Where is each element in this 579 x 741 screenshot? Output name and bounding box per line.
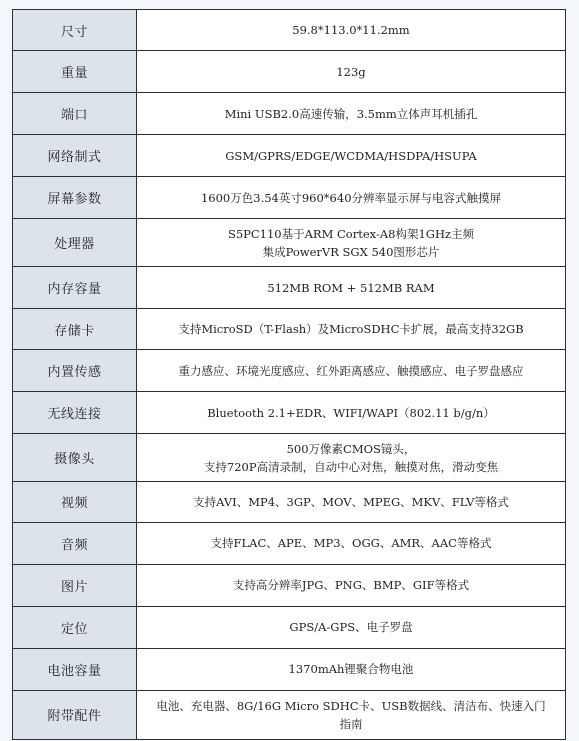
spec-value-line: 支持FLAC、APE、MP3、OGG、AMR、AAC等格式 <box>210 536 492 551</box>
spec-label-image: 图片 <box>13 564 137 606</box>
spec-row-screen <box>13 177 566 219</box>
spec-value-weight <box>137 51 566 93</box>
spec-value-positioning <box>137 606 566 648</box>
spec-label-screen: 屏幕参数 <box>13 177 137 219</box>
spec-label-ports: 端口 <box>13 93 137 135</box>
spec-row-accessories <box>13 690 566 739</box>
spec-value-line: 支持720P高清录制，自动中心对焦，触摸对焦，滑动变焦 <box>203 459 499 474</box>
spec-value-camera <box>137 434 566 481</box>
spec-value-accessories <box>137 690 566 739</box>
spec-value-wireless <box>137 392 566 434</box>
spec-label-video: 视频 <box>13 481 137 522</box>
spec-value-line: 59.8*113.0*11.2mm <box>292 23 410 38</box>
spec-value-line: Mini USB2.0高速传输，3.5mm立体声耳机插孔 <box>224 106 478 121</box>
spec-value-screen <box>137 177 566 219</box>
spec-row-sensors <box>13 350 566 392</box>
spec-label-wireless: 无线连接 <box>13 392 137 434</box>
spec-value-line: 1600万色3.54英寸960*640分辨率显示屏与电容式触摸屏 <box>200 190 502 205</box>
spec-label-size: 尺寸 <box>13 10 137 51</box>
spec-value-audio <box>137 522 566 564</box>
spec-value-size <box>137 10 566 51</box>
spec-row-size <box>13 10 566 51</box>
spec-value-line: 123g <box>336 64 366 79</box>
spec-label-memory: 内存容量 <box>13 267 137 309</box>
spec-value-line: Bluetooth 2.1+EDR、WIFI/WAPI（802.11 b/g/n） <box>207 405 495 420</box>
spec-label-accessories: 附带配件 <box>13 690 137 739</box>
spec-row-weight <box>13 51 566 93</box>
spec-table <box>12 9 566 740</box>
spec-value-video <box>137 481 566 522</box>
spec-value-storage-card <box>137 309 566 350</box>
spec-row-network <box>13 135 566 177</box>
spec-value-ports <box>137 93 566 135</box>
spec-label-weight: 重量 <box>13 51 137 93</box>
spec-value-network <box>137 135 566 177</box>
spec-row-audio <box>13 522 566 564</box>
spec-value-line: 集成PowerVR SGX 540图形芯片 <box>262 244 440 259</box>
spec-value-processor <box>137 219 566 267</box>
spec-row-positioning <box>13 606 566 648</box>
spec-value-image <box>137 564 566 606</box>
spec-row-video <box>13 481 566 522</box>
spec-row-storage-card <box>13 309 566 350</box>
spec-label-audio: 音频 <box>13 522 137 564</box>
spec-value-line: 512MB ROM + 512MB RAM <box>267 280 435 295</box>
spec-value-line: 1370mAh锂聚合物电池 <box>288 662 414 677</box>
spec-value-line: 支持高分辨率JPG、PNG、BMP、GIF等格式 <box>232 578 470 593</box>
spec-row-wireless <box>13 392 566 434</box>
spec-row-image <box>13 564 566 606</box>
spec-label-storage-card: 存储卡 <box>13 309 137 350</box>
spec-row-memory <box>13 267 566 309</box>
spec-label-camera: 摄像头 <box>13 434 137 481</box>
spec-row-camera <box>13 434 566 481</box>
spec-value-line: 支持MicroSD（T-Flash）及MicroSDHC卡扩展，最高支持32GB <box>178 322 524 337</box>
spec-row-battery <box>13 648 566 690</box>
spec-row-processor <box>13 219 566 267</box>
spec-value-battery <box>137 648 566 690</box>
spec-value-line: GPS/A-GPS、电子罗盘 <box>289 620 413 635</box>
spec-value-line: 指南 <box>339 716 363 731</box>
spec-label-battery: 电池容量 <box>13 648 137 690</box>
spec-row-ports <box>13 93 566 135</box>
spec-label-processor: 处理器 <box>13 219 137 267</box>
spec-value-sensors <box>137 350 566 392</box>
spec-value-line: 支持AVI、MP4、3GP、MOV、MPEG、MKV、FLV等格式 <box>193 494 509 509</box>
spec-value-line: 电池、充电器、8G/16G Micro SDHC卡、USB数据线、清洁布、快速入门 <box>156 698 546 713</box>
spec-value-line: S5PC110基于ARM Cortex-A8构架1GHz主频 <box>227 226 475 241</box>
spec-label-sensors: 内置传感 <box>13 350 137 392</box>
spec-value-line: 500万像素CMOS镜头， <box>286 441 416 456</box>
spec-value-memory <box>137 267 566 309</box>
spec-value-line: 重力感应、环境光度感应、红外距离感应、触摸感应、电子罗盘感应 <box>178 363 524 378</box>
spec-label-network: 网络制式 <box>13 135 137 177</box>
spec-label-positioning: 定位 <box>13 606 137 648</box>
spec-value-line: GSM/GPRS/EDGE/WCDMA/HSDPA/HSUPA <box>225 148 477 163</box>
